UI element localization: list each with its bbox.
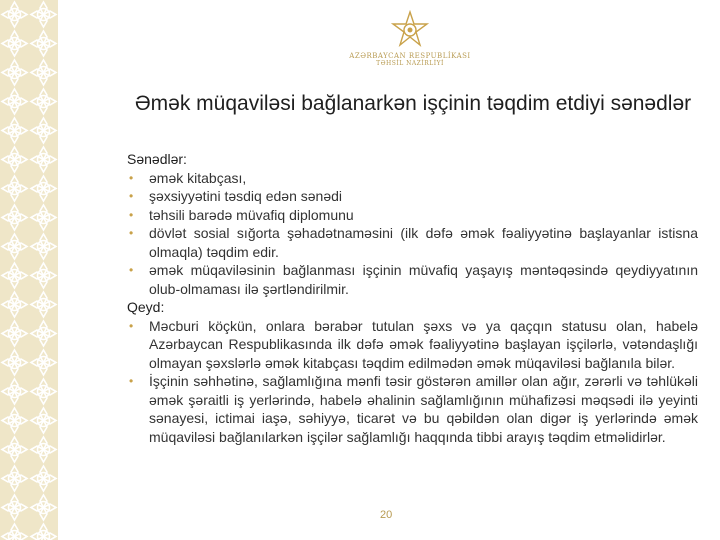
slide-title: Əmək müqaviləsi bağlanarkən işçinin təqdim etdiyi sənədlər (134, 92, 692, 115)
slide-content (127, 150, 698, 446)
list-item: • dövlət sosial sığorta şəhadətnaməsini (ilk dəfə əmək fəaliyyətinə başlayanlar istisna olmaqla) təqdim edir. (129, 225, 698, 260)
bullet-icon: • (129, 189, 134, 203)
list-item: • şəxsiyyətini təsdiq edən sənədi (129, 188, 343, 204)
note-heading: Qeyd: (127, 299, 165, 315)
list-item: • əmək müqaviləsinin bağlanması işçinin müvafiq yaşayış məntəqəsində qeydiyyatının olub-olmaması ilə şərtləndirilmir. (129, 262, 698, 297)
page-number: 20 (380, 509, 393, 521)
list-item: • Məcburi köçkün, onlara bərabər tutulan şəxs və ya qaçqın statusu olan, habelə Azərbaycan Respublikasında ilk dəfə əmək fəaliyyətinə başlayan işçilərlə, vətəndaşlığı olmayan şəxslərlə əmək kitabçası təqdim edilmədən əmək müqaviləsi bağlanıla bilər. (129, 317, 698, 371)
bullet-icon: • (129, 374, 134, 388)
documents-heading: Sənədlər: (127, 151, 187, 167)
logo-text-country: AZƏRBAYCAN RESPUBLİKASI (349, 52, 471, 60)
ornament-pattern-icon (0, 0, 58, 540)
documents-list (127, 169, 698, 299)
emblem-star-icon (390, 10, 430, 50)
bullet-icon: • (129, 207, 134, 222)
bullet-icon: • (129, 226, 134, 240)
bullet-icon: • (129, 318, 134, 333)
bullet-icon: • (129, 170, 134, 185)
logo-text-ministry: TƏHSİL NAZİRLİYİ (376, 60, 444, 67)
notes-list (127, 317, 698, 447)
list-item: • İşçinin səhhətinə, sağlamlığına mənfi təsir göstərən amillər olan ağır, zərərli və təhlükəli əmək şəraitli iş yerlərində, habelə əhalinin sağlamlığının mühafizəsi məqsədi ilə yeyinti sənayesi, ictimai iaşə, səhiyyə, ticarət və bu qəbildən olan digər iş yerlərində əmək müqaviləsi bağlanılarkən işçilər sağlamlığı haqqında tibbi arayış təqdim etməlidirlər. (129, 373, 698, 445)
list-item: • əmək kitabçası, (129, 169, 247, 186)
bullet-icon: • (129, 263, 134, 277)
list-item: • təhsili barədə müvafiq diplomunu (129, 206, 354, 223)
ministry-logo (345, 10, 475, 80)
decorative-ornament-border (0, 0, 58, 540)
